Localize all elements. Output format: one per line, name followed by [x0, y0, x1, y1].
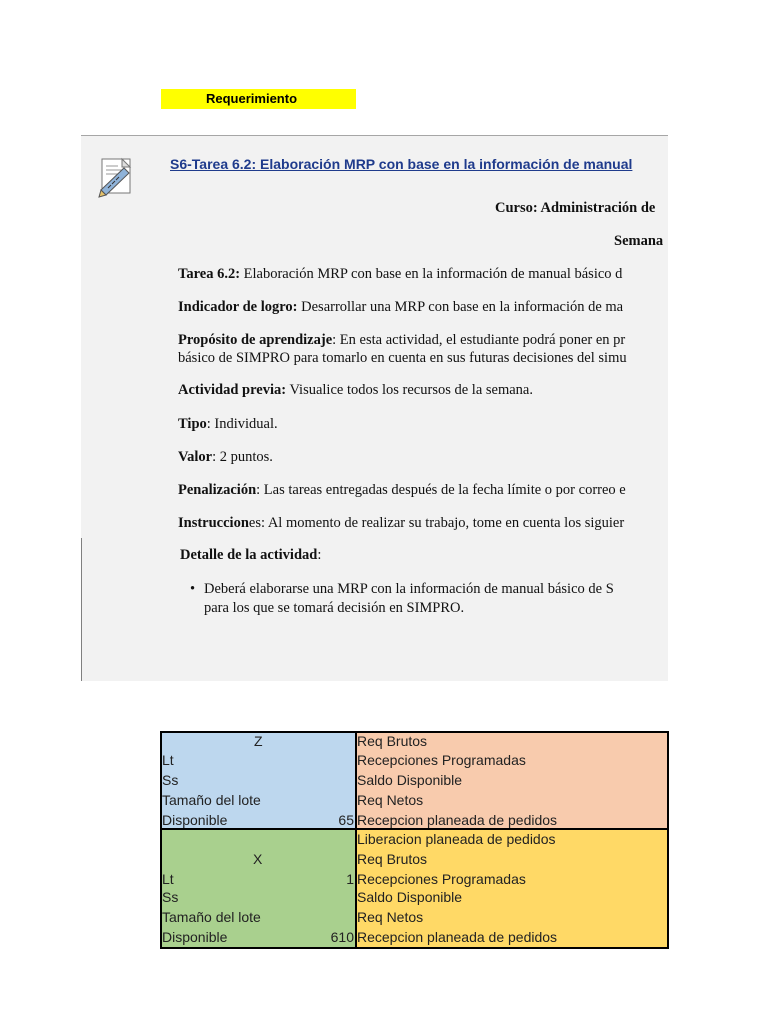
- x-ss-label: Ss: [162, 889, 179, 905]
- task-line: Tarea 6.2: Elaboración MRP con base en la información de manual básico d: [178, 266, 623, 282]
- z-lt-label: Lt: [162, 752, 174, 768]
- z-item-label: Z: [254, 733, 263, 749]
- z-scheduled-receipts: Recepciones Programadas: [357, 752, 526, 768]
- x-lot-size-label: Tamaño del lote: [162, 909, 261, 925]
- bullet-dot-icon: •: [190, 581, 196, 597]
- activity-detail-bullet: [190, 580, 614, 618]
- task-title-link[interactable]: S6-Tarea 6.2: Elaboración MRP con base en la información de manual: [170, 156, 633, 172]
- activity-detail-heading: Detalle de la actividad:: [180, 547, 322, 563]
- mrp-table: [160, 731, 669, 949]
- course-heading: Curso: Administración de: [495, 200, 656, 216]
- panel-left-border: [81, 538, 82, 681]
- x-available-label: Disponible: [162, 929, 228, 945]
- assignment-document-icon: [98, 156, 140, 198]
- z-ss-label: Ss: [162, 772, 179, 788]
- z-available-label: Disponible: [162, 812, 228, 828]
- z-net-req: Req Netos: [357, 792, 424, 808]
- value-line: Valor: 2 puntos.: [178, 449, 273, 465]
- indicator-line: Indicador de logro: Desarrollar una MRP con base en la información de ma: [178, 299, 624, 315]
- instructions-line: Instrucciones: Al momento de realizar su trabajo, tome en cuenta los siguier: [178, 515, 625, 531]
- x-item-label: X: [253, 851, 263, 867]
- type-line: Tipo: Individual.: [178, 416, 278, 432]
- penalty-line: Penalización: Las tareas entregadas después de la fecha límite o por correo e: [178, 482, 626, 498]
- x-lt-label: Lt: [162, 871, 174, 887]
- x-scheduled-receipts: Recepciones Programadas: [357, 871, 526, 887]
- x-planned-release: Liberacion planeada de pedidos: [357, 831, 556, 847]
- purpose-line: Propósito de aprendizaje: En esta actividad, el estudiante podrá poner en pr: [178, 332, 626, 348]
- x-gross-req: Req Brutos: [357, 851, 428, 867]
- previous-activity-line: Actividad previa: Visualice todos los recursos de la semana.: [178, 382, 533, 398]
- x-available-balance: Saldo Disponible: [357, 889, 463, 905]
- z-available-value: 65: [338, 812, 354, 828]
- x-lt-value: 1: [346, 871, 354, 887]
- z-lot-size-label: Tamaño del lote: [162, 792, 261, 808]
- z-planned-receipt: Recepcion planeada de pedidos: [357, 812, 558, 828]
- bullet-line-2: para los que se tomará decisión en SIMPRO.: [204, 600, 465, 616]
- bullet-line-1: Deberá elaborarse una MRP con la información de manual básico de S: [204, 581, 614, 597]
- week-heading: Semana: [614, 233, 664, 249]
- x-planned-receipt: Recepcion planeada de pedidos: [357, 929, 558, 945]
- requirement-label: [161, 89, 356, 109]
- purpose-line-2: básico de SIMPRO para tomarlo en cuenta en sus futuras decisiones del simu: [178, 350, 627, 366]
- x-available-value: 610: [330, 929, 354, 945]
- task-screenshot-panel: [81, 135, 668, 681]
- z-available-balance: Saldo Disponible: [357, 772, 463, 788]
- x-net-req: Req Netos: [357, 909, 424, 925]
- z-gross-req: Req Brutos: [357, 733, 428, 749]
- requirement-label-text: Requerimiento: [206, 91, 298, 106]
